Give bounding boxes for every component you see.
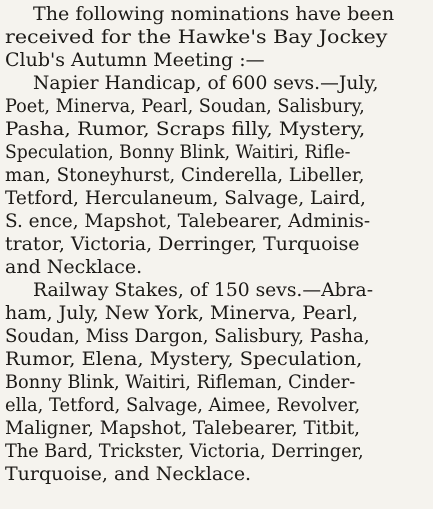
line-text: Maligner, Mapshot, Talebearer, Titbit, bbox=[5, 417, 361, 439]
line-text: Tetford, Herculaneum, Salvage, Laird, bbox=[5, 187, 366, 209]
text-line bbox=[5, 256, 433, 279]
line-text: man, Stoneyhurst, Cinderella, Libeller, bbox=[5, 164, 365, 186]
text-line bbox=[5, 95, 433, 118]
text-line bbox=[5, 302, 433, 325]
text-line bbox=[5, 233, 433, 256]
line-text: The Bard, Trickster, Victoria, Derringer, bbox=[5, 440, 364, 462]
text-line bbox=[33, 279, 433, 302]
line-text: Poet, Minerva, Pearl, Soudan, Salisbury, bbox=[5, 95, 365, 117]
text-line bbox=[5, 187, 433, 210]
text-line bbox=[33, 3, 433, 26]
text-line bbox=[5, 394, 433, 417]
text-line bbox=[5, 440, 433, 463]
line-text: Rumor, Elena, Mystery, Speculation, bbox=[5, 348, 363, 370]
line-text: Speculation, Bonny Blink, Waitiri, Rifle- bbox=[5, 141, 351, 163]
line-text: Pasha, Rumor, Scraps filly, Mystery, bbox=[5, 118, 366, 140]
line-text: Bonny Blink, Waitiri, Rifleman, Cinder- bbox=[5, 371, 356, 393]
text-line bbox=[5, 348, 433, 371]
line-text: ham, July, New York, Minerva, Pearl, bbox=[5, 302, 358, 324]
line-text: The following nominations have been bbox=[33, 3, 395, 25]
line-text: Napier Handicap, of 600 sevs.—July, bbox=[33, 72, 379, 94]
line-text: ella, Tetford, Salvage, Aimee, Revolver, bbox=[5, 394, 361, 416]
text-line bbox=[5, 417, 433, 440]
text-line bbox=[5, 49, 433, 72]
line-text: Club's Autumn Meeting :— bbox=[5, 49, 265, 71]
text-line bbox=[5, 26, 433, 49]
line-text: Soudan, Miss Dargon, Salisbury, Pasha, bbox=[5, 325, 370, 347]
line-text: received for the Hawke's Bay Jockey bbox=[5, 26, 388, 48]
line-text: and Necklace. bbox=[5, 256, 143, 278]
line-text: S. ence, Mapshot, Talebearer, Adminis- bbox=[5, 210, 371, 232]
text-line bbox=[5, 118, 433, 141]
text-line bbox=[5, 164, 433, 187]
text-line bbox=[5, 210, 433, 233]
line-text: Railway Stakes, of 150 sevs.—Abra- bbox=[33, 279, 374, 301]
text-line bbox=[5, 371, 433, 394]
text-line bbox=[33, 72, 433, 95]
text-line bbox=[5, 141, 433, 164]
text-line bbox=[5, 463, 433, 486]
line-text: Turquoise, and Necklace. bbox=[5, 463, 252, 485]
line-text: trator, Victoria, Derringer, Turquoise bbox=[5, 233, 360, 255]
text-line bbox=[5, 325, 433, 348]
